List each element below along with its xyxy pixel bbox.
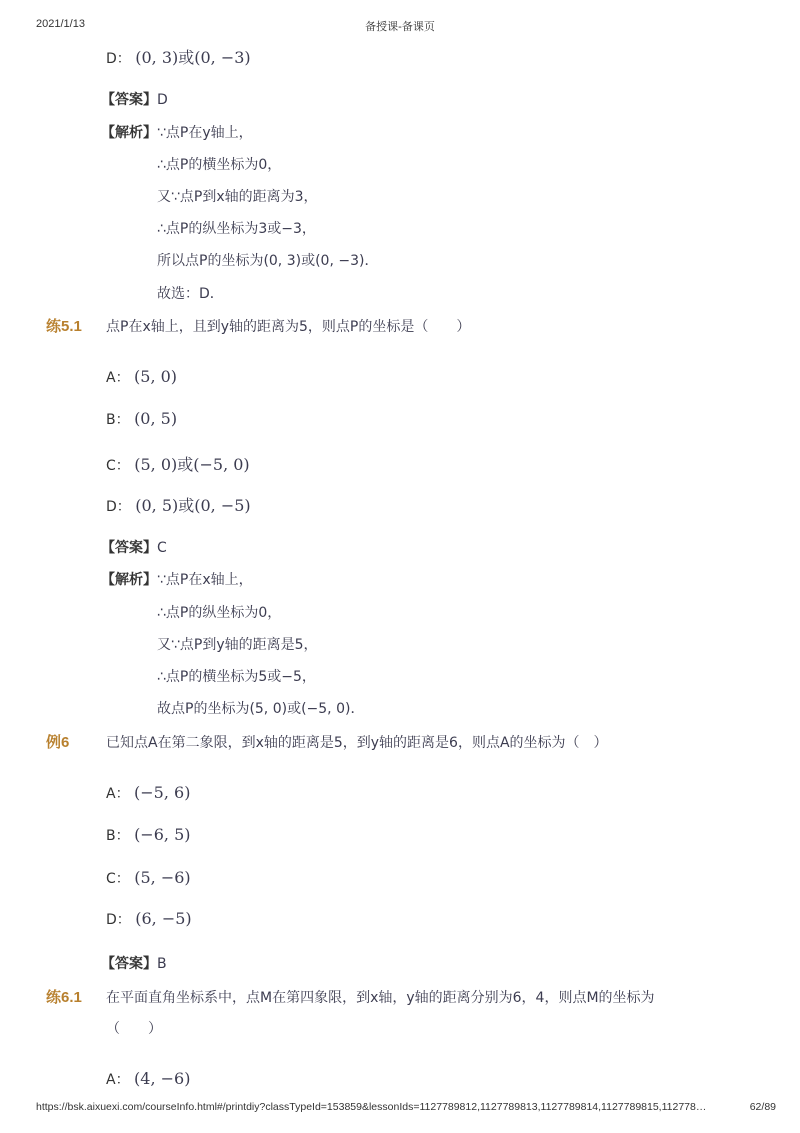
answer-tag: 【答案】 bbox=[101, 540, 157, 556]
answer-tag: 【答案】 bbox=[101, 956, 157, 972]
question-text: 在平面直角坐标系中，点M在第四象限，到x轴，y轴的距离分别为6，4，则点M的坐标为 bbox=[106, 990, 655, 1006]
option-label: A： bbox=[106, 1072, 130, 1088]
analysis-line: 又∵点P到y轴的距离是5， bbox=[157, 637, 318, 653]
answer-tag: 【答案】 bbox=[101, 92, 157, 108]
option-a bbox=[106, 367, 177, 387]
option-c bbox=[106, 452, 250, 475]
analysis-tag: 【解析】 bbox=[101, 572, 157, 588]
option-label: B： bbox=[106, 412, 130, 428]
analysis-text: ∵点P在x轴上， bbox=[157, 572, 253, 588]
option-a bbox=[106, 783, 190, 803]
analysis-line: ∴点P的横坐标为0， bbox=[157, 157, 282, 173]
option-d bbox=[106, 493, 251, 516]
answer-line bbox=[101, 953, 167, 973]
option-text: (−5, 6) bbox=[134, 783, 191, 802]
analysis-line: 所以点P的坐标为(0, 3)或(0, −3)． bbox=[157, 253, 379, 269]
option-label: D： bbox=[106, 51, 131, 67]
option-label: D： bbox=[106, 499, 131, 515]
option-c bbox=[106, 868, 191, 888]
option-d bbox=[106, 909, 192, 929]
option-text: (−6, 5) bbox=[134, 825, 191, 844]
question-tag: 例6 bbox=[46, 734, 70, 751]
analysis-line: 故点P的坐标为(5, 0)或(−5, 0)． bbox=[157, 701, 365, 717]
analysis-line bbox=[101, 569, 253, 589]
question-text: 已知点A在第二象限，到x轴的距离是5，到y轴的距离是6，则点A的坐标为（ ） bbox=[106, 735, 608, 751]
option-text: (6, −5) bbox=[135, 909, 192, 928]
option-text: (0, 5) bbox=[134, 409, 178, 428]
option-label: A： bbox=[106, 786, 130, 802]
option-text: (0, 5)或(0, −5) bbox=[135, 496, 251, 515]
analysis-line: 故选：D． bbox=[157, 286, 224, 302]
option-label: D： bbox=[106, 912, 131, 928]
answer-line bbox=[101, 537, 167, 557]
page-title: 备授课-备课页 bbox=[365, 21, 435, 33]
analysis-tag: 【解析】 bbox=[101, 125, 157, 141]
option-text: (0, 3)或(0, −3) bbox=[135, 48, 251, 67]
question-tag: 练6.1 bbox=[46, 989, 82, 1006]
analysis-line bbox=[101, 122, 253, 142]
question-text: 点P在x轴上，且到y轴的距离为5，则点P的坐标是（ ） bbox=[106, 319, 471, 335]
option-label: A： bbox=[106, 370, 130, 386]
analysis-line: ∴点P的纵坐标为0， bbox=[157, 605, 282, 621]
option-text: (5, 0)或(−5, 0) bbox=[134, 455, 250, 474]
page-number: 62/89 bbox=[749, 1101, 776, 1113]
analysis-line: 又∵点P到x轴的距离为3， bbox=[157, 189, 318, 205]
answer-line bbox=[101, 89, 168, 109]
option-d bbox=[106, 45, 251, 68]
analysis-line: ∴点P的纵坐标为3或−3， bbox=[157, 221, 316, 237]
answer-value: C bbox=[157, 540, 167, 556]
option-label: C： bbox=[106, 458, 130, 474]
option-text: (4, −6) bbox=[134, 1069, 191, 1088]
option-label: B： bbox=[106, 828, 130, 844]
answer-value: B bbox=[157, 956, 167, 972]
page-url: https://bsk.aixuexi.com/courseInfo.html#/printdiy?classTypeId=153859&lessonIds=1127789812,1127789813,1127789814,1127789815,112778… bbox=[36, 1101, 707, 1113]
option-text: (5, −6) bbox=[134, 868, 191, 887]
print-date: 2021/1/13 bbox=[36, 18, 85, 30]
answer-value: D bbox=[157, 92, 168, 108]
option-a bbox=[106, 1069, 190, 1089]
option-label: C： bbox=[106, 871, 130, 887]
question-text-continued: （ ） bbox=[106, 1021, 162, 1037]
option-b bbox=[106, 825, 190, 845]
analysis-line: ∴点P的横坐标为5或−5， bbox=[157, 669, 316, 685]
question-tag: 练5.1 bbox=[46, 318, 82, 335]
option-b bbox=[106, 409, 177, 429]
option-text: (5, 0) bbox=[134, 367, 178, 386]
analysis-text: ∵点P在y轴上， bbox=[157, 125, 253, 141]
